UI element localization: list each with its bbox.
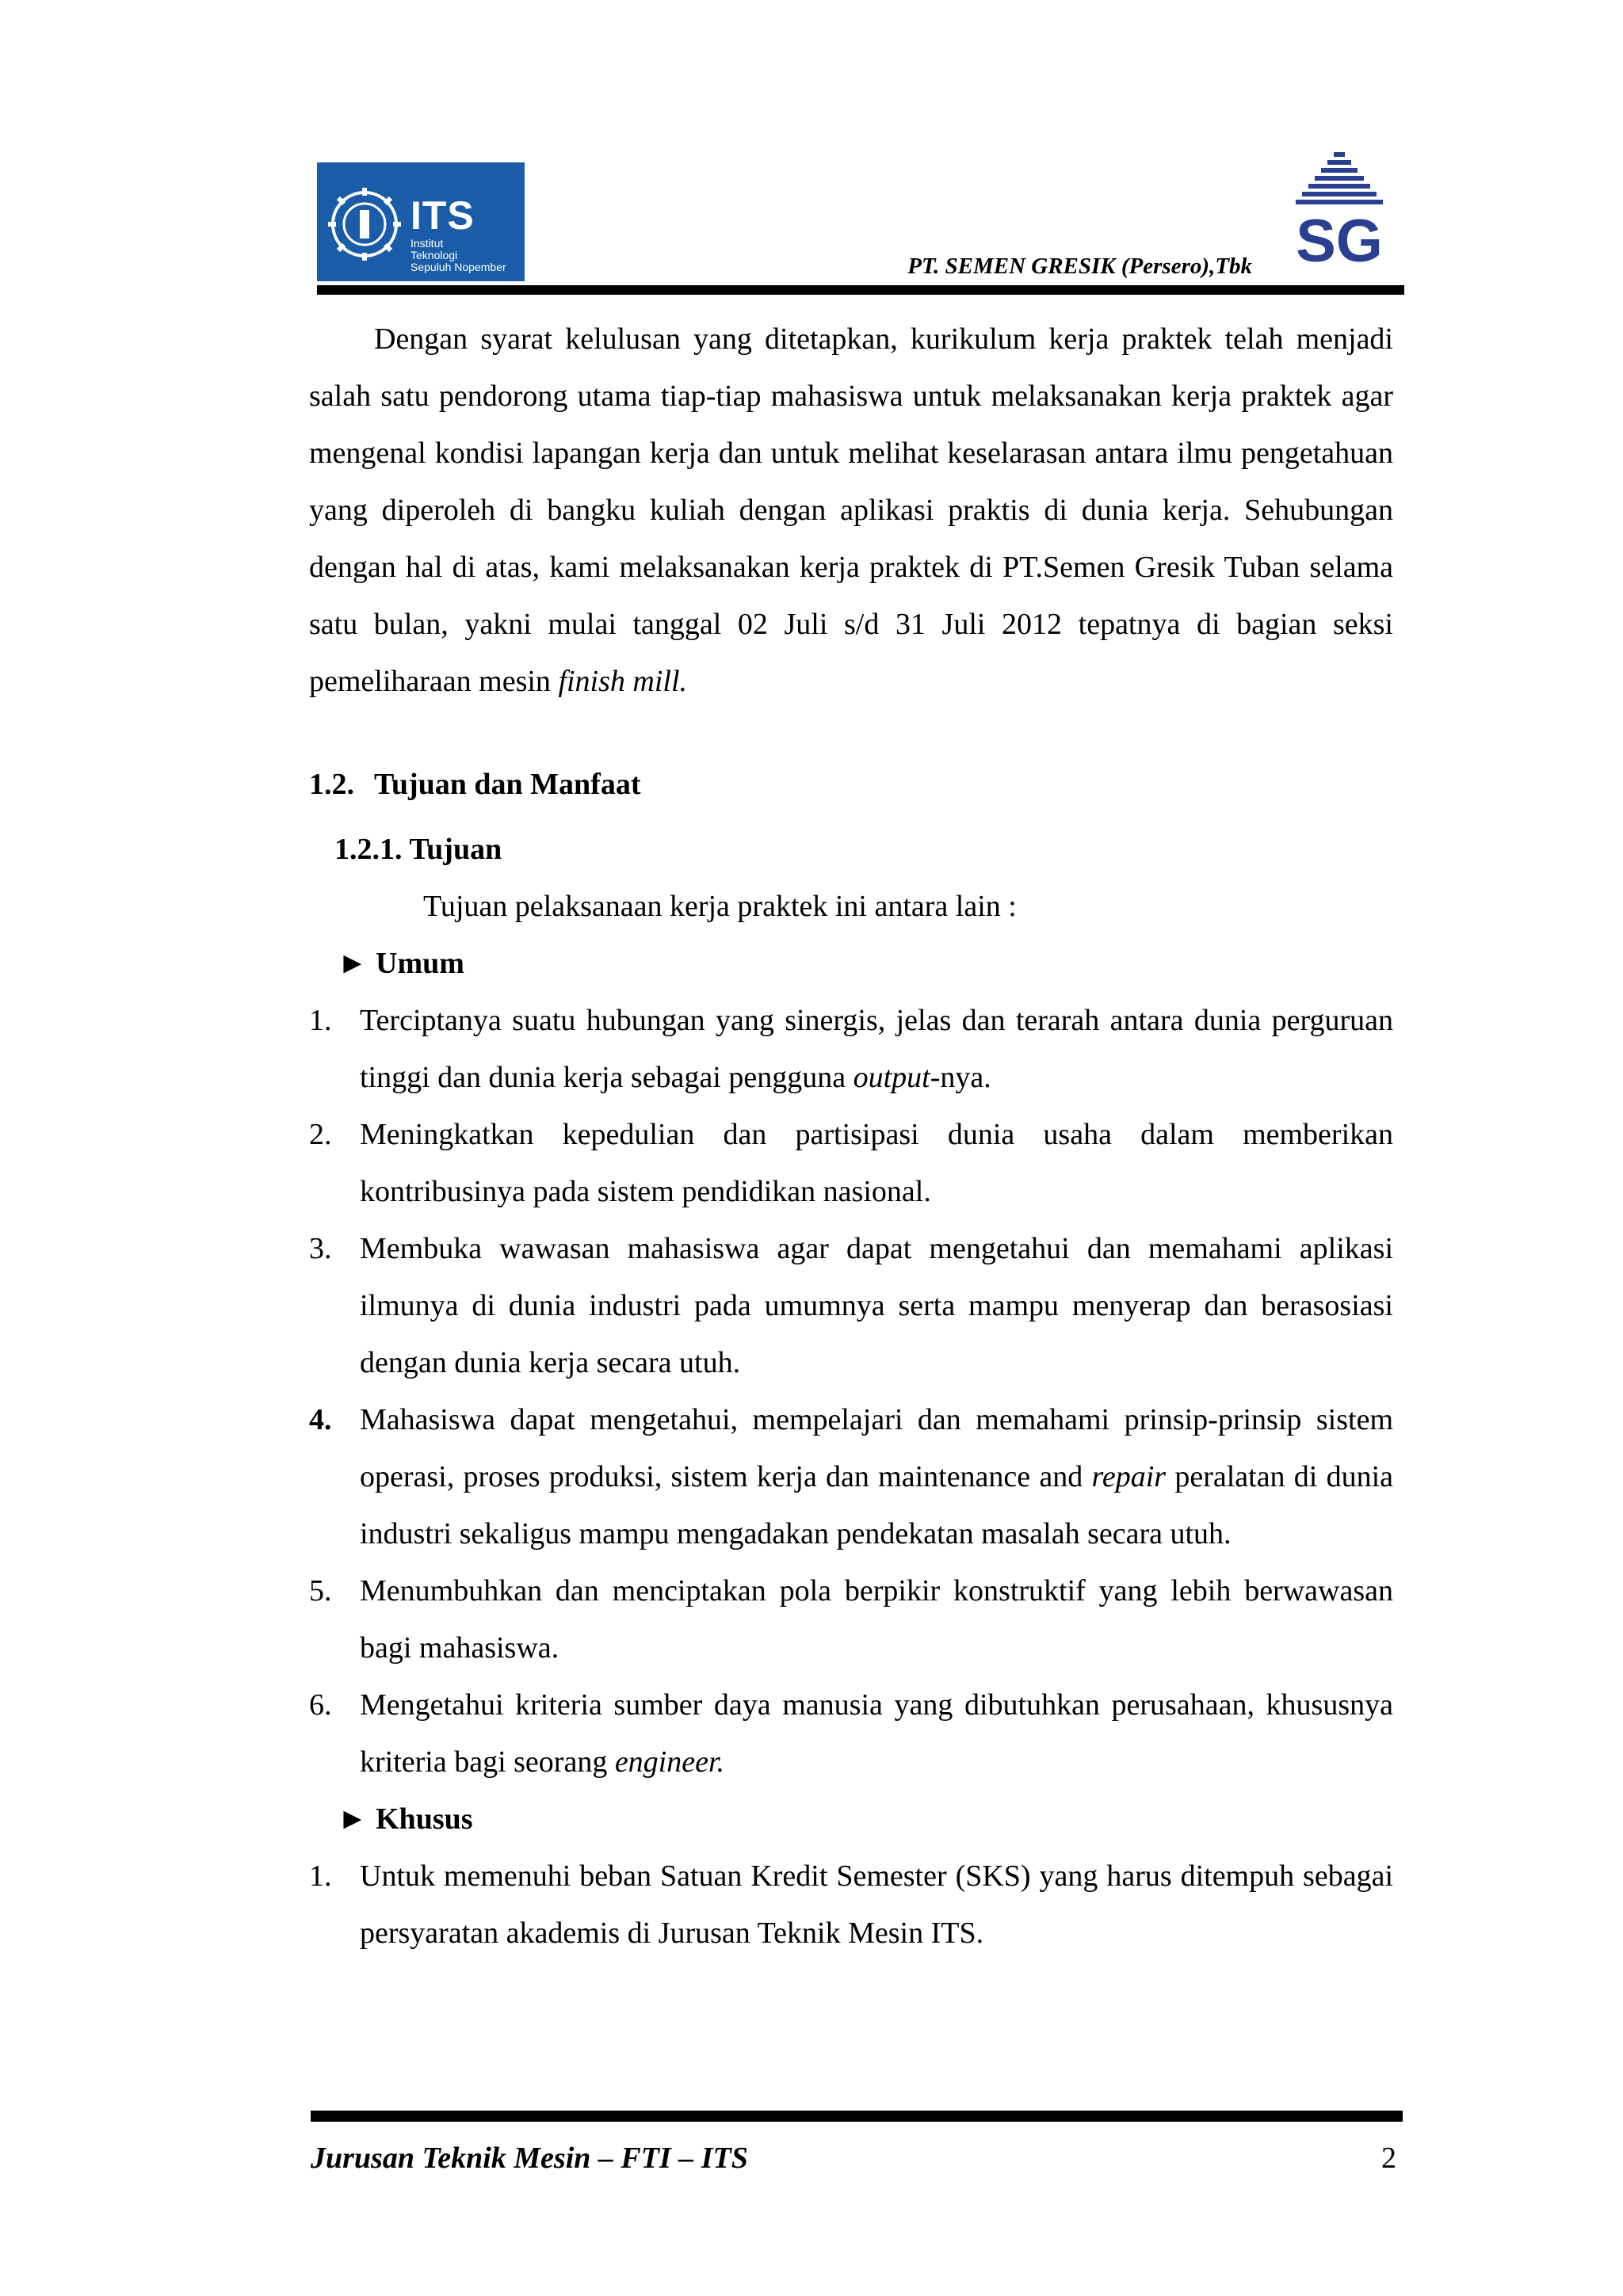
pointer-arrow-icon: ► (338, 947, 368, 980)
pointer-arrow-icon: ► (338, 1802, 368, 1836)
page-content (309, 311, 1393, 1962)
its-logo-mark: ITS (411, 193, 475, 238)
khusus-heading (338, 1791, 1393, 1848)
list-item (309, 1106, 1393, 1220)
section-number: 1.2. (309, 768, 354, 801)
list-item (309, 1562, 1393, 1676)
semen-gresik-logo (1280, 151, 1399, 269)
its-logo-line1: Institut (411, 237, 444, 250)
list-item-number: 4. (309, 1403, 332, 1436)
umum-heading (338, 935, 1393, 992)
list-item-number: 5. (309, 1574, 332, 1608)
sg-logo-text: SG (1296, 208, 1383, 269)
section-heading (309, 756, 1393, 813)
list-item-number: 3. (309, 1232, 332, 1265)
list-item-italic: output (853, 1061, 930, 1094)
list-item-text-after: -nya. (930, 1061, 991, 1094)
list-item-number: 1. (309, 1004, 332, 1037)
page-number: 2 (1381, 2142, 1396, 2175)
its-emblem-icon (327, 186, 403, 262)
intro-paragraph (309, 311, 1393, 710)
list-item-italic: repair (1091, 1460, 1167, 1493)
header-organization: PT. SEMEN GRESIK (Persero),Tbk (907, 254, 1252, 279)
list-item-text: Menumbuhkan dan menciptakan pola berpikir konstruktif yang lebih berwawasan bagi mahasiswa. (360, 1574, 1393, 1665)
list-item (309, 1848, 1393, 1962)
footer-department: Jurusan Teknik Mesin – FTI – ITS (311, 2142, 748, 2175)
list-item (309, 1220, 1393, 1391)
its-logo-name (411, 238, 525, 273)
objectives-intro: Tujuan pelaksanaan kerja praktek ini antara lain : (423, 890, 1017, 923)
its-logo-line3: Sepuluh Nopember (411, 261, 506, 273)
intro-paragraph-italic: finish mill. (558, 665, 688, 698)
its-logo-line2: Teknologi (411, 249, 458, 261)
its-logo (317, 162, 525, 281)
list-item-text: Membuka wawasan mahasiswa agar dapat mengetahui dan memahami aplikasi ilmunya di dunia industri pada umumnya serta mampu menyerap dan berasosiasi dengan dunia kerja secara utuh. (360, 1232, 1393, 1379)
footer-divider (311, 2111, 1403, 2122)
list-item-text: Mahasiswa dapat mengetahui, mempelajari dan memahami prinsip-prinsip sistem operasi, proses produksi, sistem kerja dan maintenance and (360, 1403, 1393, 1493)
list-item-italic: engineer. (614, 1745, 725, 1779)
list-item-number: 6. (309, 1688, 332, 1722)
section-title: Tujuan dan Manfaat (374, 768, 641, 801)
subsection-heading: 1.2.1. Tujuan (334, 833, 502, 866)
list-item-text: Terciptanya suatu hubungan yang sinergis, jelas dan terarah antara dunia perguruan tinggi dan dunia kerja sebagai pengguna (360, 1004, 1393, 1094)
list-item-text: Meningkatkan kepedulian dan partisipasi dunia usaha dalam memberikan kontribusinya pada sistem pendidikan nasional. (360, 1118, 1393, 1208)
list-item-number: 1. (309, 1859, 332, 1893)
list-item-text-after: peralatan di dunia industri sekaligus mampu mengadakan pendekatan masalah secara utuh. (360, 1460, 1394, 1550)
umum-list (309, 992, 1393, 1791)
intro-paragraph-text: Dengan syarat kelulusan yang ditetapkan, kurikulum kerja praktek telah menjadi salah satu pendorong utama tiap-tiap mahasiswa untuk melaksanakan kerja praktek agar mengenal kondisi lapangan kerja dan untuk melihat keselarasan antara ilmu pengetahuan yang diperoleh di bangku kuliah dengan aplikasi praktis di dunia kerja. Sehubungan dengan hal di atas, kami melaksanakan kerja praktek di PT.Semen Gresik Tuban selama satu bulan, yakni mulai tanggal 02 Juli s/d 31 Juli 2012 tepatnya di bagian seksi pemeliharaan mesin (309, 322, 1393, 698)
list-item (309, 992, 1393, 1106)
khusus-title: Khusus (376, 1802, 473, 1836)
header-divider (317, 285, 1404, 295)
list-item-text: Untuk memenuhi beban Satuan Kredit Semester (SKS) yang harus ditempuh sebagai persyaratan akademis di Jurusan Teknik Mesin ITS. (360, 1859, 1393, 1950)
list-item (309, 1676, 1393, 1791)
list-item-number: 2. (309, 1118, 332, 1151)
list-item (309, 1391, 1393, 1562)
umum-title: Umum (376, 947, 464, 980)
list-item-text: Mengetahui kriteria sumber daya manusia yang dibutuhkan perusahaan, khususnya kriteria bagi seorang (360, 1688, 1393, 1779)
khusus-list (309, 1848, 1393, 1962)
